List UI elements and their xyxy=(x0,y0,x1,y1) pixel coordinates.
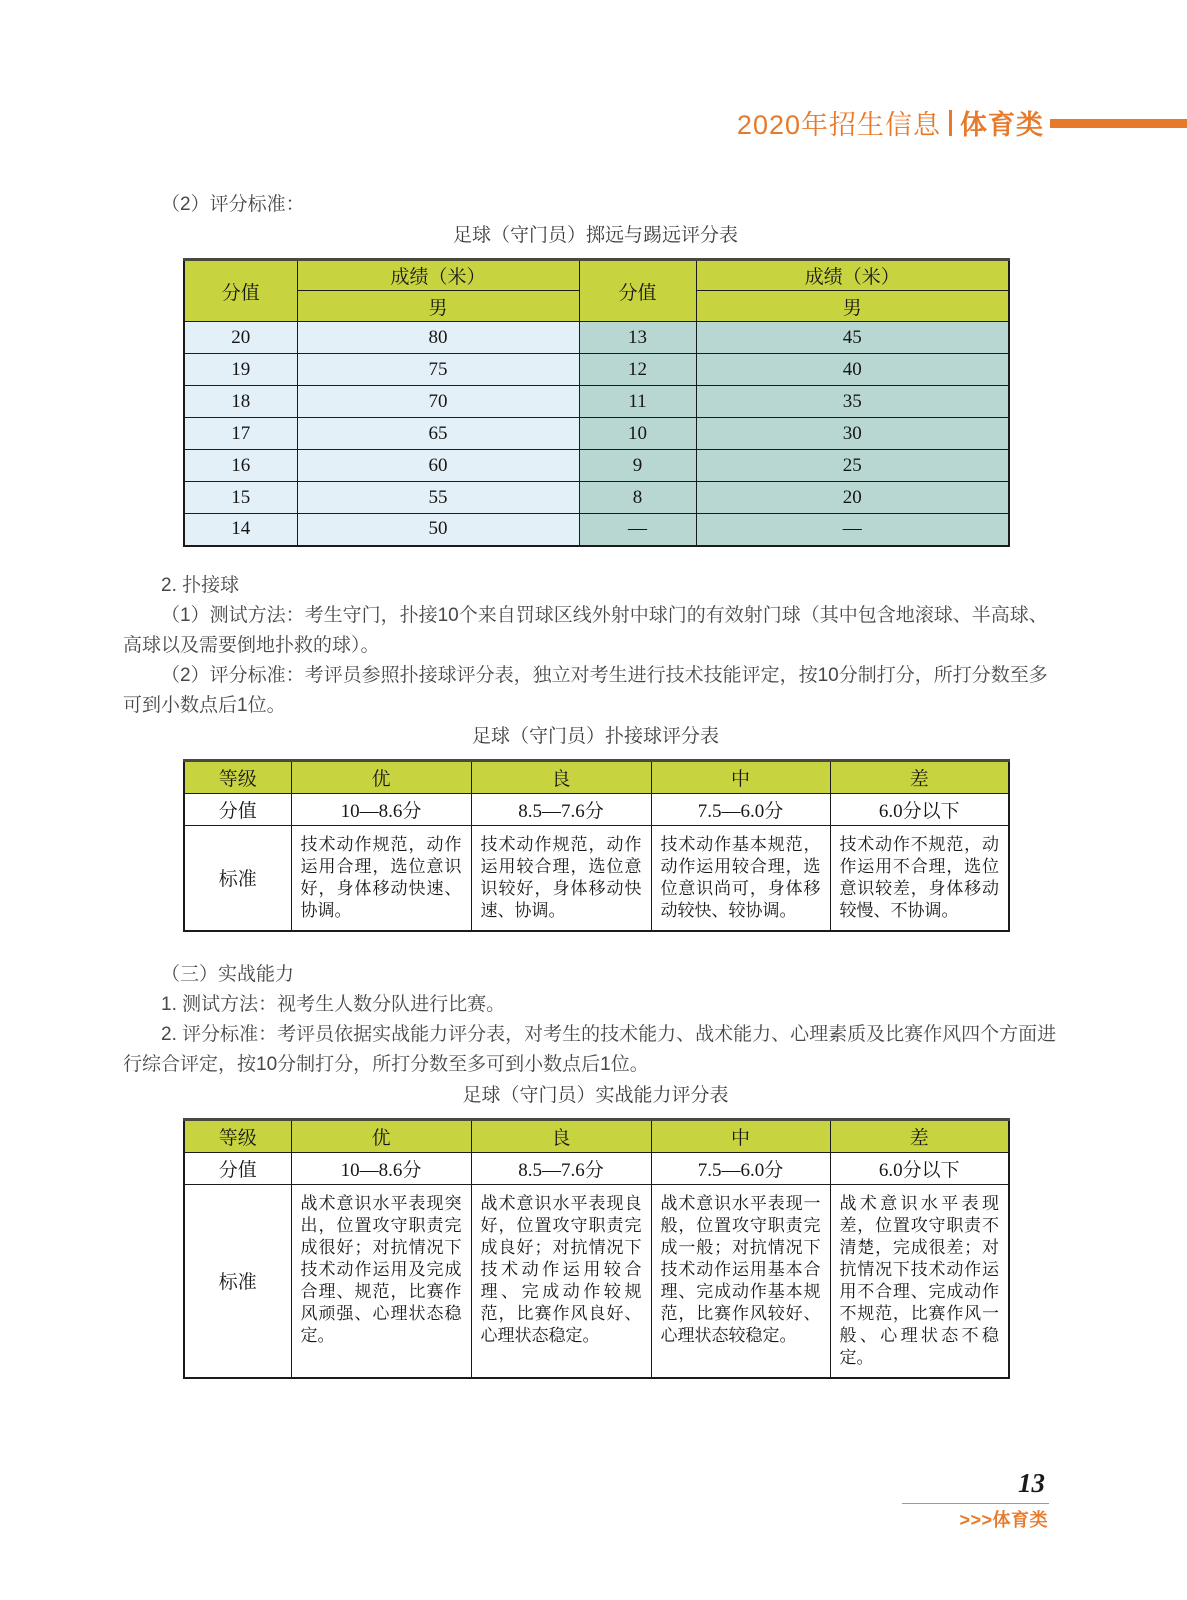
table-cell: — xyxy=(579,514,696,546)
score-range: 7.5—6.0分 xyxy=(651,793,830,825)
score-range: 6.0分以下 xyxy=(830,793,1009,825)
catching-test-method: （1）测试方法：考生守门，扑接10个来自罚球区线外射中球门的有效射门球（其中包含地滚球、半高球、高球以及需要倒地扑救的球）。 xyxy=(123,604,1048,656)
table-cell: 9 xyxy=(579,450,696,482)
catching-score-table xyxy=(183,759,1010,932)
standard-text: 战术意识水平表现良好，位置攻守职责完成良好；对抗情况下技术动作运用较合理、完成动作较规范，比赛作风良好、心理状态稳定。 xyxy=(471,1184,651,1378)
grade-header: 等级 xyxy=(184,1119,291,1152)
score-range: 10—8.6分 xyxy=(291,793,471,825)
table-cell: 16 xyxy=(184,450,297,482)
gender-header-left: 男 xyxy=(297,291,579,322)
practical-scoring-standard: 2. 评分标准：考评员依据实战能力评分表，对考生的技术能力、战术能力、心理素质及比赛作风四个方面进行综合评定，按10分制打分，所打分数至多可到小数点后1位。 xyxy=(123,1023,1057,1075)
header-title: 2020年招生信息 xyxy=(736,110,941,140)
page-number: 13 xyxy=(1018,1468,1045,1498)
score-label: 分值 xyxy=(184,793,291,825)
standard-label: 标准 xyxy=(184,1184,291,1378)
standard-text: 技术动作不规范，动作运用不合理，选位意识较差，身体移动较慢、不协调。 xyxy=(830,825,1009,931)
table-cell: 30 xyxy=(696,418,1009,450)
standard-text: 战术意识水平表现一般，位置攻守职责完成一般；对抗情况下技术动作运用基本合理、完成动作基本规范，比赛作风较好、心理状态较稳定。 xyxy=(651,1184,830,1378)
grade-poor: 差 xyxy=(830,1119,1009,1152)
grade-medium: 中 xyxy=(651,760,830,793)
score-label: 分值 xyxy=(184,1152,291,1184)
score-header-left: 分值 xyxy=(184,260,297,322)
standard-row xyxy=(184,825,1009,931)
table-cell: 11 xyxy=(579,386,696,418)
grade-poor: 差 xyxy=(830,760,1009,793)
table-cell: 55 xyxy=(297,482,579,514)
table-cell: 75 xyxy=(297,354,579,386)
table-cell: 45 xyxy=(696,322,1009,354)
table-cell: 8 xyxy=(579,482,696,514)
score-range-row xyxy=(184,793,1009,825)
standard-text: 战术意识水平表现差，位置攻守职责不清楚，完成很差；对抗情况下技术动作运用不合理、完成动作不规范，比赛作风一般、心理状态不稳定。 xyxy=(830,1184,1009,1378)
table-row xyxy=(184,450,1009,482)
page-content xyxy=(123,190,1066,1379)
table-cell: 40 xyxy=(696,354,1009,386)
grade-excellent: 优 xyxy=(291,760,471,793)
score-range: 6.0分以下 xyxy=(830,1152,1009,1184)
throw-kick-table-title: 足球（守门员）掷远与踢远评分表 xyxy=(452,225,738,246)
table-cell: 10 xyxy=(579,418,696,450)
table-cell: 19 xyxy=(184,354,297,386)
header-category: 体育类 xyxy=(960,110,1044,140)
score-range-row xyxy=(184,1152,1009,1184)
table-cell: 17 xyxy=(184,418,297,450)
header-divider xyxy=(949,110,952,136)
subsection-heading-catching: 2. 扑接球 xyxy=(161,574,240,596)
gender-header-right: 男 xyxy=(696,291,1009,322)
footer-divider-line xyxy=(902,1503,1049,1504)
scoring-standard-intro: （2）评分标准： xyxy=(161,194,305,215)
table-cell: 14 xyxy=(184,514,297,546)
standard-row xyxy=(184,1184,1009,1378)
table-cell: 65 xyxy=(297,418,579,450)
table-cell: 20 xyxy=(184,322,297,354)
table-cell: 18 xyxy=(184,386,297,418)
result-header-left: 成绩（米） xyxy=(297,260,579,291)
standard-label: 标准 xyxy=(184,825,291,931)
catching-table-title: 足球（守门员）扑接球评分表 xyxy=(471,725,719,747)
grade-header: 等级 xyxy=(184,760,291,793)
table-cell: 50 xyxy=(297,514,579,546)
header-accent-bar xyxy=(1050,119,1187,128)
table-cell: 35 xyxy=(696,386,1009,418)
practical-table-title: 足球（守门员）实战能力评分表 xyxy=(462,1084,729,1106)
catching-scoring-standard: （2）评分标准：考评员参照扑接球评分表，独立对考生进行技术技能评定，按10分制打分，所打分数至多可到小数点后1位。 xyxy=(123,664,1048,716)
grade-medium: 中 xyxy=(651,1119,830,1152)
table-row xyxy=(184,322,1009,354)
table-cell: 70 xyxy=(297,386,579,418)
section-heading-practical: （三）实战能力 xyxy=(161,963,295,985)
score-range: 7.5—6.0分 xyxy=(651,1152,830,1184)
table-header-row xyxy=(184,1119,1009,1152)
table-cell: 20 xyxy=(696,482,1009,514)
grade-excellent: 优 xyxy=(291,1119,471,1152)
score-header-right: 分值 xyxy=(579,260,696,322)
table-cell: 80 xyxy=(297,322,579,354)
table-row xyxy=(184,386,1009,418)
table-cell: 13 xyxy=(579,322,696,354)
practical-test-method: 1. 测试方法：视考生人数分队进行比赛。 xyxy=(161,993,506,1015)
standard-text: 技术动作规范，动作运用合理，选位意识好，身体移动快速、协调。 xyxy=(291,825,471,931)
standard-text: 技术动作基本规范，动作运用较合理，选位意识尚可，身体移动较快、较协调。 xyxy=(651,825,830,931)
grade-good: 良 xyxy=(471,760,651,793)
throw-kick-score-table xyxy=(183,258,1010,547)
footer-category-label: >>>体育类 xyxy=(959,1510,1048,1530)
table-header-row xyxy=(184,260,1009,291)
table-cell: 15 xyxy=(184,482,297,514)
score-range: 8.5—7.6分 xyxy=(471,1152,651,1184)
result-header-right: 成绩（米） xyxy=(696,260,1009,291)
table-header-row xyxy=(184,760,1009,793)
table-row xyxy=(184,514,1009,546)
table-cell: 12 xyxy=(579,354,696,386)
table-cell: 60 xyxy=(297,450,579,482)
table-row xyxy=(184,418,1009,450)
table-row xyxy=(184,482,1009,514)
grade-good: 良 xyxy=(471,1119,651,1152)
table-cell: 25 xyxy=(696,450,1009,482)
table-row xyxy=(184,354,1009,386)
practical-score-table xyxy=(183,1118,1010,1379)
table-cell: — xyxy=(696,514,1009,546)
standard-text: 技术动作规范，动作运用较合理，选位意识较好，身体移动快速、协调。 xyxy=(471,825,651,931)
page-header xyxy=(737,103,1044,142)
score-range: 8.5—7.6分 xyxy=(471,793,651,825)
standard-text: 战术意识水平表现突出，位置攻守职责完成很好；对抗情况下技术动作运用及完成合理、规范，比赛作风顽强、心理状态稳定。 xyxy=(291,1184,471,1378)
score-range: 10—8.6分 xyxy=(291,1152,471,1184)
